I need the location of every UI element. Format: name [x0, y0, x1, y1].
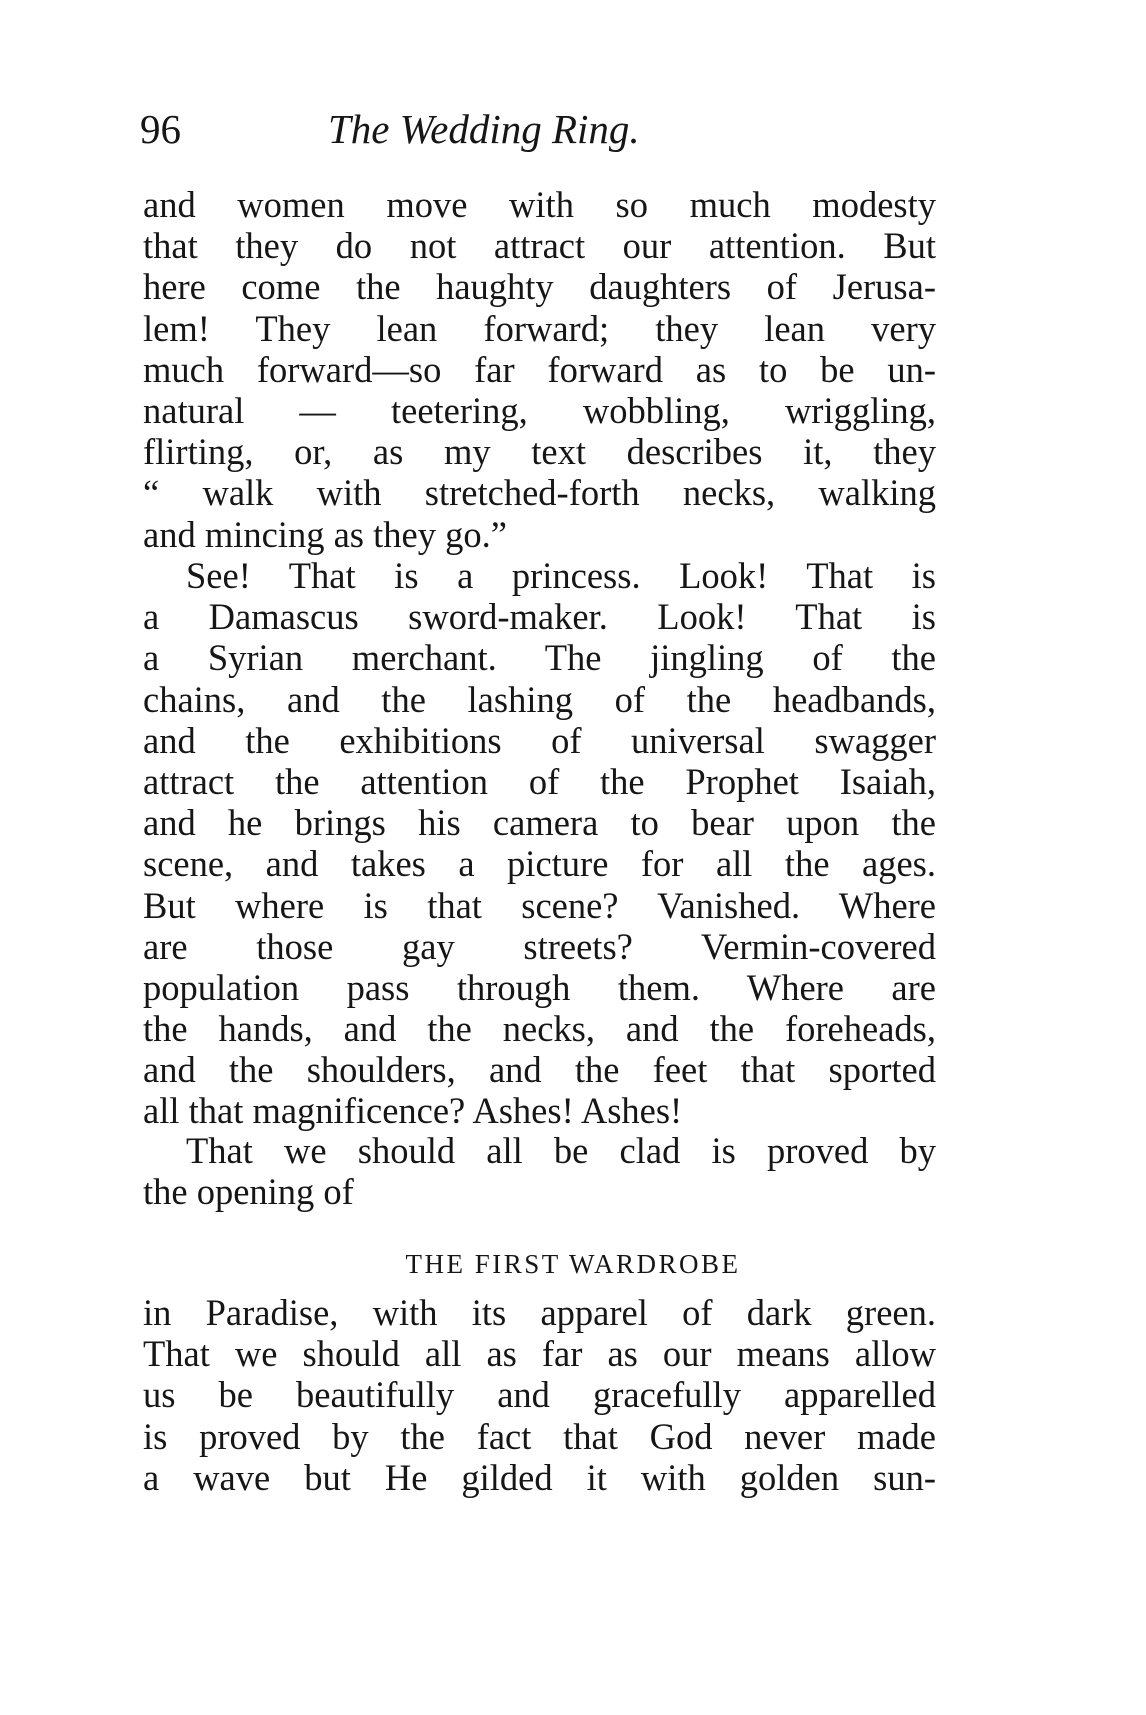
- text-line: and the shoulders, and the feet that sported: [143, 1049, 936, 1091]
- text-line: us be beautifully and gracefully apparelled: [143, 1374, 936, 1416]
- text-line: attract the attention of the Prophet Isaiah,: [143, 760, 936, 802]
- text-line: lem! They lean forward; they lean very: [143, 307, 936, 349]
- text-line: population pass through them. Where are: [143, 966, 936, 1008]
- text-line: is proved by the fact that God never made: [143, 1415, 936, 1457]
- text-line: in Paradise, with its apparel of dark green.: [143, 1292, 936, 1333]
- text-line: natural — teetering, wobbling, wriggling,: [143, 389, 936, 431]
- text-line: much forward—so far forward as to be un-: [143, 348, 936, 390]
- text-line: a wave but He gilded it with golden sun-: [143, 1456, 936, 1498]
- text-line: are those gay streets? Vermin-covered: [143, 925, 936, 967]
- text-line: But where is that scene? Vanished. Where: [143, 884, 936, 926]
- page-number: 96: [140, 106, 181, 152]
- text-line: “ walk with stretched-forth necks, walking: [143, 472, 936, 514]
- paragraph-3: [143, 1130, 936, 1212]
- text-line: flirting, or, as my text describes it, they: [143, 431, 936, 473]
- text-line: and the exhibitions of universal swagger: [143, 719, 936, 761]
- text-line: See! That is a princess. Look! That is: [186, 555, 936, 596]
- text-line: That we should all as far as our means allow: [143, 1333, 936, 1375]
- page-header: [140, 104, 940, 154]
- text-line: the hands, and the necks, and the foreheads,: [143, 1008, 936, 1050]
- running-title: The Wedding Ring.: [328, 106, 640, 152]
- text-line: a Damascus sword-maker. Look! That is: [143, 596, 936, 638]
- text-line: and he brings his camera to bear upon the: [143, 802, 936, 844]
- text-line: and women move with so much modesty: [143, 184, 936, 225]
- section-subheading: THE FIRST WARDROBE: [405, 1249, 741, 1279]
- text-line: That we should all be clad is proved by: [186, 1130, 936, 1171]
- paragraph-2: [143, 555, 936, 1132]
- paragraph-1: [143, 184, 936, 555]
- text-line: that they do not attract our attention. But: [143, 225, 936, 267]
- text-line: scene, and takes a picture for all the ages.: [143, 843, 936, 885]
- text-line: the opening of: [143, 1171, 354, 1213]
- text-line: a Syrian merchant. The jingling of the: [143, 637, 936, 679]
- paragraph-4: [143, 1292, 936, 1498]
- text-line: chains, and the lashing of the headbands,: [143, 678, 936, 720]
- text-line: here come the haughty daughters of Jerusa-: [143, 266, 936, 308]
- text-line: and mincing as they go.”: [143, 513, 507, 555]
- text-line: all that magnificence? Ashes! Ashes!: [143, 1090, 683, 1132]
